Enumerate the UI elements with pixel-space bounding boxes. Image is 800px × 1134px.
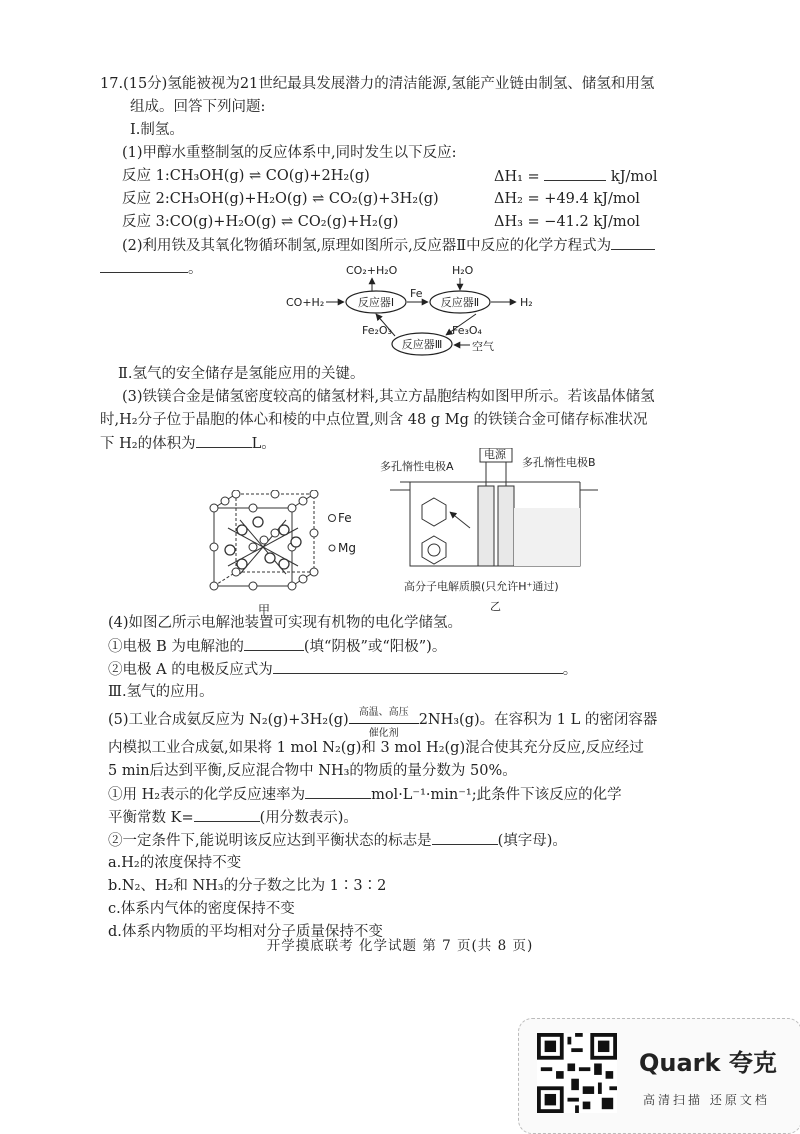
label-co2-h2o: CO₂+H₂O bbox=[346, 264, 398, 277]
label-air: 空气 bbox=[472, 340, 494, 353]
volume-blank[interactable] bbox=[196, 433, 252, 448]
label-electrode-b: 多孔惰性电极B bbox=[522, 456, 596, 469]
part-5-line-3: 5 min后达到平衡,反应混合物中 NH₃的物质的量分数为 50%。 bbox=[108, 763, 517, 779]
reactor-3: 反应器Ⅲ bbox=[401, 338, 443, 351]
reaction-1: 反应 1:CH₃OH(g) ⇌ CO(g)+2H₂(g) bbox=[122, 168, 370, 184]
caption-jia: 甲 bbox=[258, 603, 271, 617]
iron-cycle-diagram bbox=[280, 262, 570, 362]
question-header: 17.(15分)氢能被视为21世纪最具发展潜力的清洁能源,氢能产业链由制氢、储氢和用氢 bbox=[100, 76, 655, 92]
electrode-equation-blank[interactable] bbox=[273, 659, 563, 674]
option-b: b.N₂、H₂和 NH₃的分子数之比为 1∶3∶2 bbox=[108, 878, 387, 894]
caption-yi: 乙 bbox=[490, 600, 501, 613]
section-2-title: Ⅱ.氢气的安全储存是氢能应用的关键。 bbox=[118, 366, 365, 382]
label-feed: CO+H₂ bbox=[286, 296, 325, 309]
label-fe3o4: Fe₃O₄ bbox=[452, 324, 482, 337]
part-3-line-2: 时,H₂分子位于晶胞的体心和棱的中点位置,则含 48 g Mg 的铁镁合金可储存标准状况 bbox=[100, 412, 648, 428]
quark-tagline: 高清扫描 还原文档 bbox=[643, 1093, 770, 1107]
part-5-q2: ②一定条件下,能说明该反应达到平衡状态的标志是 (填字母)。 bbox=[108, 830, 567, 851]
legend-mg: Mg bbox=[338, 541, 356, 555]
part-5-line-1: (5)工业合成氨反应为 N₂(g)+3H₂(g) 高温、高压 催化剂 2NH₃(g)。在容积为 1 L 的密闭容器 bbox=[108, 707, 658, 739]
reaction-1-enthalpy: ΔH₁ = kJ/mol bbox=[494, 166, 658, 187]
enthalpy-blank[interactable] bbox=[544, 166, 606, 181]
part-5-line-2: 内模拟工业合成氨,如果将 1 mol N₂(g)和 3 mol H₂(g)混合使其充分反应,反应经过 bbox=[108, 740, 644, 756]
label-membrane: 高分子电解质膜(只允许H⁺通过) bbox=[404, 580, 559, 593]
quark-watermark bbox=[518, 1018, 800, 1134]
reaction-2-enthalpy: ΔH₂ = +49.4 kJ/mol bbox=[494, 191, 640, 207]
option-a: a.H₂的浓度保持不变 bbox=[108, 855, 242, 871]
quark-logo: Quark 夸克 bbox=[639, 1049, 777, 1077]
option-c: c.体系内气体的密度保持不变 bbox=[108, 901, 295, 917]
part-5-q1-cont: 平衡常数 K= (用分数表示)。 bbox=[108, 807, 358, 828]
equilibrium-sign-blank[interactable] bbox=[432, 830, 498, 845]
part-5-q1: ①用 H₂表示的化学反应速率为 mol·L⁻¹·min⁻¹;此条件下该反应的化学 bbox=[108, 784, 622, 805]
part-3-line-1: (3)铁镁合金是储氢密度较高的储氢材料,其立方晶胞结构如图甲所示。若该晶体储氢 bbox=[122, 389, 655, 405]
section-1-title: Ⅰ.制氢。 bbox=[130, 122, 184, 138]
qr-code-icon bbox=[537, 1033, 617, 1113]
rate-blank[interactable] bbox=[305, 784, 371, 799]
label-electrode-a: 多孔惰性电极A bbox=[380, 460, 454, 473]
reaction-2: 反应 2:CH₃OH(g)+H₂O(g) ⇌ CO₂(g)+3H₂(g) bbox=[122, 191, 439, 207]
part-2-text: (2)利用铁及其氧化物循环制氢,原理如图所示,反应器Ⅱ中反应的化学方程式为 bbox=[122, 235, 655, 256]
equilibrium-constant-blank[interactable] bbox=[194, 807, 260, 822]
reactor-1: 反应器Ⅰ bbox=[357, 296, 395, 309]
label-h2o: H₂O bbox=[452, 264, 474, 277]
reactor-2: 反应器Ⅱ bbox=[440, 296, 480, 309]
electrolysis-cell-diagram bbox=[380, 448, 620, 618]
part-2-cont: 。 bbox=[100, 258, 203, 279]
part-4-q1: ①电极 B 为电解池的 (填“阴极”或“阳极”)。 bbox=[108, 636, 446, 657]
part-4-intro: (4)如图乙所示电解池装置可实现有机物的电化学储氢。 bbox=[108, 615, 463, 631]
part-4-q2: ②电极 A 的电极反应式为 。 bbox=[108, 659, 577, 680]
part-3-line-3: 下 H₂的体积为 L。 bbox=[100, 433, 276, 454]
legend-fe: Fe bbox=[338, 511, 352, 525]
label-h2-out: H₂ bbox=[520, 296, 533, 309]
label-fe: Fe bbox=[410, 287, 423, 300]
option-d: d.体系内物质的平均相对分子质量保持不变 bbox=[108, 924, 383, 940]
crystal-cell-diagram bbox=[200, 490, 370, 620]
label-fe2o3: Fe₂O₃ bbox=[362, 324, 392, 337]
label-power: 电源 bbox=[484, 448, 506, 461]
page-footer: 开学摸底联考 化学试题 第 7 页(共 8 页) bbox=[266, 938, 534, 954]
part-1-intro: (1)甲醇水重整制氢的反应体系中,同时发生以下反应: bbox=[122, 145, 457, 161]
reaction-3-enthalpy: ΔH₃ = −41.2 kJ/mol bbox=[494, 214, 640, 230]
equation-blank-1[interactable] bbox=[611, 235, 655, 250]
question-header-2: 组成。回答下列问题: bbox=[130, 99, 266, 115]
section-3-title: Ⅲ.氢气的应用。 bbox=[108, 684, 214, 700]
reaction-3: 反应 3:CO(g)+H₂O(g) ⇌ CO₂(g)+H₂(g) bbox=[122, 214, 399, 230]
equation-blank-2[interactable] bbox=[100, 258, 188, 273]
electrode-type-blank[interactable] bbox=[244, 636, 304, 651]
